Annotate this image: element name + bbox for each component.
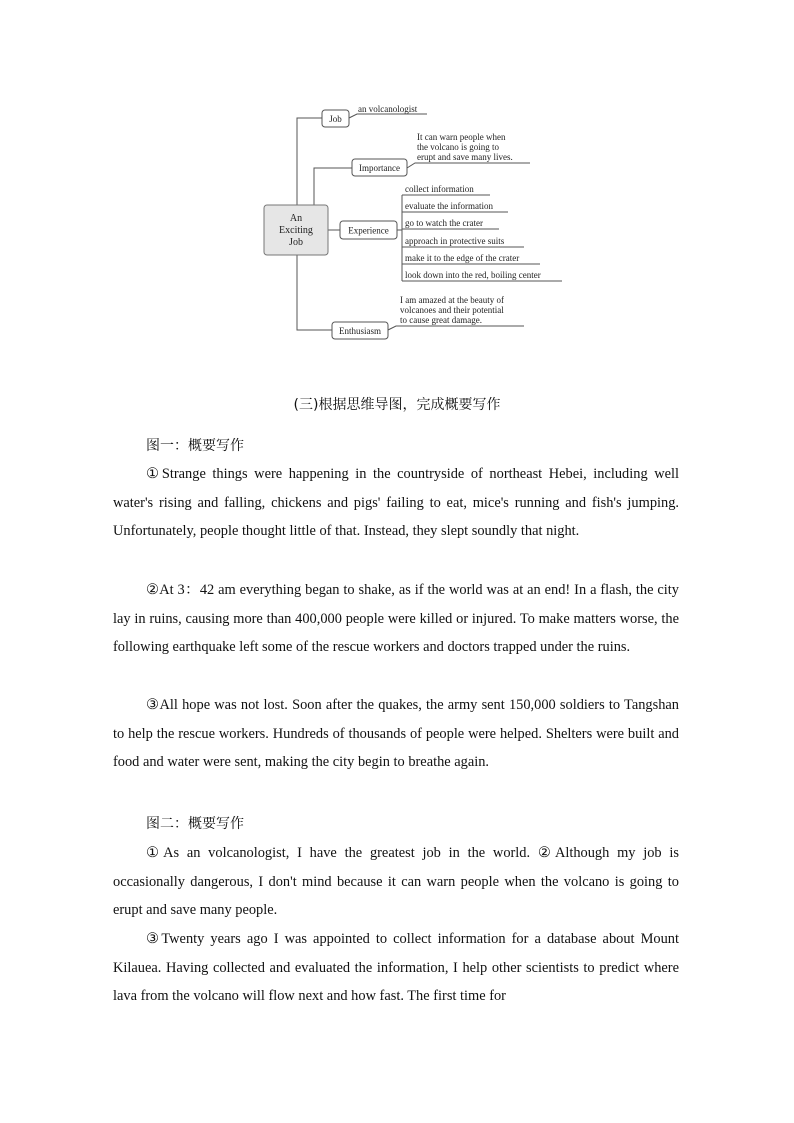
section1-title: 图一：概要写作 [146, 438, 244, 454]
importance-label: Importance [359, 163, 400, 173]
enthusiasm-text-2: volcanoes and their potential [400, 305, 504, 315]
section1-paragraph-3: ③All hope was not lost. Soon after the quakes, the army sent 150,000 soldiers to Tangshan to help the rescue workers. Hundreds of thousands of people were helped. Shelters were built and food and water were sent, making the city begin to breathe again. [113, 697, 679, 770]
importance-text-1: It can warn people when [417, 132, 506, 142]
section-heading: (三)根据思维导图，完成概要写作 [293, 397, 501, 413]
job-value: an volcanologist [358, 104, 418, 114]
root-line-1: An [289, 213, 303, 224]
experience-item-6: look down into the red, boiling center [405, 270, 541, 280]
enthusiasm-text-3: to cause great damage. [400, 315, 482, 325]
enthusiasm-text-1: I am amazed at the beauty of [400, 295, 504, 305]
job-value-line [349, 114, 427, 118]
section2-paragraph-2: ③Twenty years ago I was appointed to collect information for a database about Mount Kilauea. Having collected and evaluated the information, I help other scientists to predict where lava from the volcano will flow next and how fast. The first time for [113, 931, 679, 1004]
importance-text-2: the volcano is going to [417, 142, 499, 152]
root-line-3: Job [289, 237, 303, 248]
enthusiasm-label: Enthusiasm [339, 326, 381, 336]
importance-text-3: erupt and save many lives. [417, 152, 513, 162]
mind-map-diagram [262, 100, 567, 345]
experience-item-2: evaluate the information [405, 201, 493, 211]
experience-item-3: go to watch the crater [405, 218, 483, 228]
enthusiasm-text-line [388, 326, 524, 330]
experience-item-5: make it to the edge of the crater [405, 253, 520, 263]
section2-paragraph-1: ①As an volcanologist, I have the greatest job in the world. ②Although my job is occasionally dangerous, I don't mind because it can warn people when the volcano is going to erupt and save many people. [113, 845, 679, 918]
section1-paragraph-2: ②At 3：42 am everything began to shake, as if the world was at an end! In a flash, the city lay in ruins, causing more than 400,000 people were killed or injured. To make matters worse, the following earthquake left some of the rescue workers and doctors trapped under the ruins. [113, 582, 679, 655]
mind-map [262, 100, 567, 345]
experience-item-1: collect information [405, 184, 474, 194]
job-label: Job [329, 114, 342, 124]
importance-branch-line [314, 168, 352, 205]
section1-paragraph-1: ①Strange things were happening in the countryside of northeast Hebei, including well water's rising and falling, chickens and pigs' failing to eat, mice's running and fish's jumping. Unfortunately, people thought little of that. Instead, they slept soundly that night. [113, 466, 679, 539]
experience-item-4: approach in protective suits [405, 236, 505, 246]
root-line-2: Exciting [279, 225, 313, 236]
section2-title: 图二：概要写作 [146, 816, 244, 832]
experience-label: Experience [348, 225, 389, 236]
enthusiasm-branch-line [297, 255, 332, 330]
importance-text-line [407, 163, 530, 168]
job-branch-line [297, 118, 322, 205]
